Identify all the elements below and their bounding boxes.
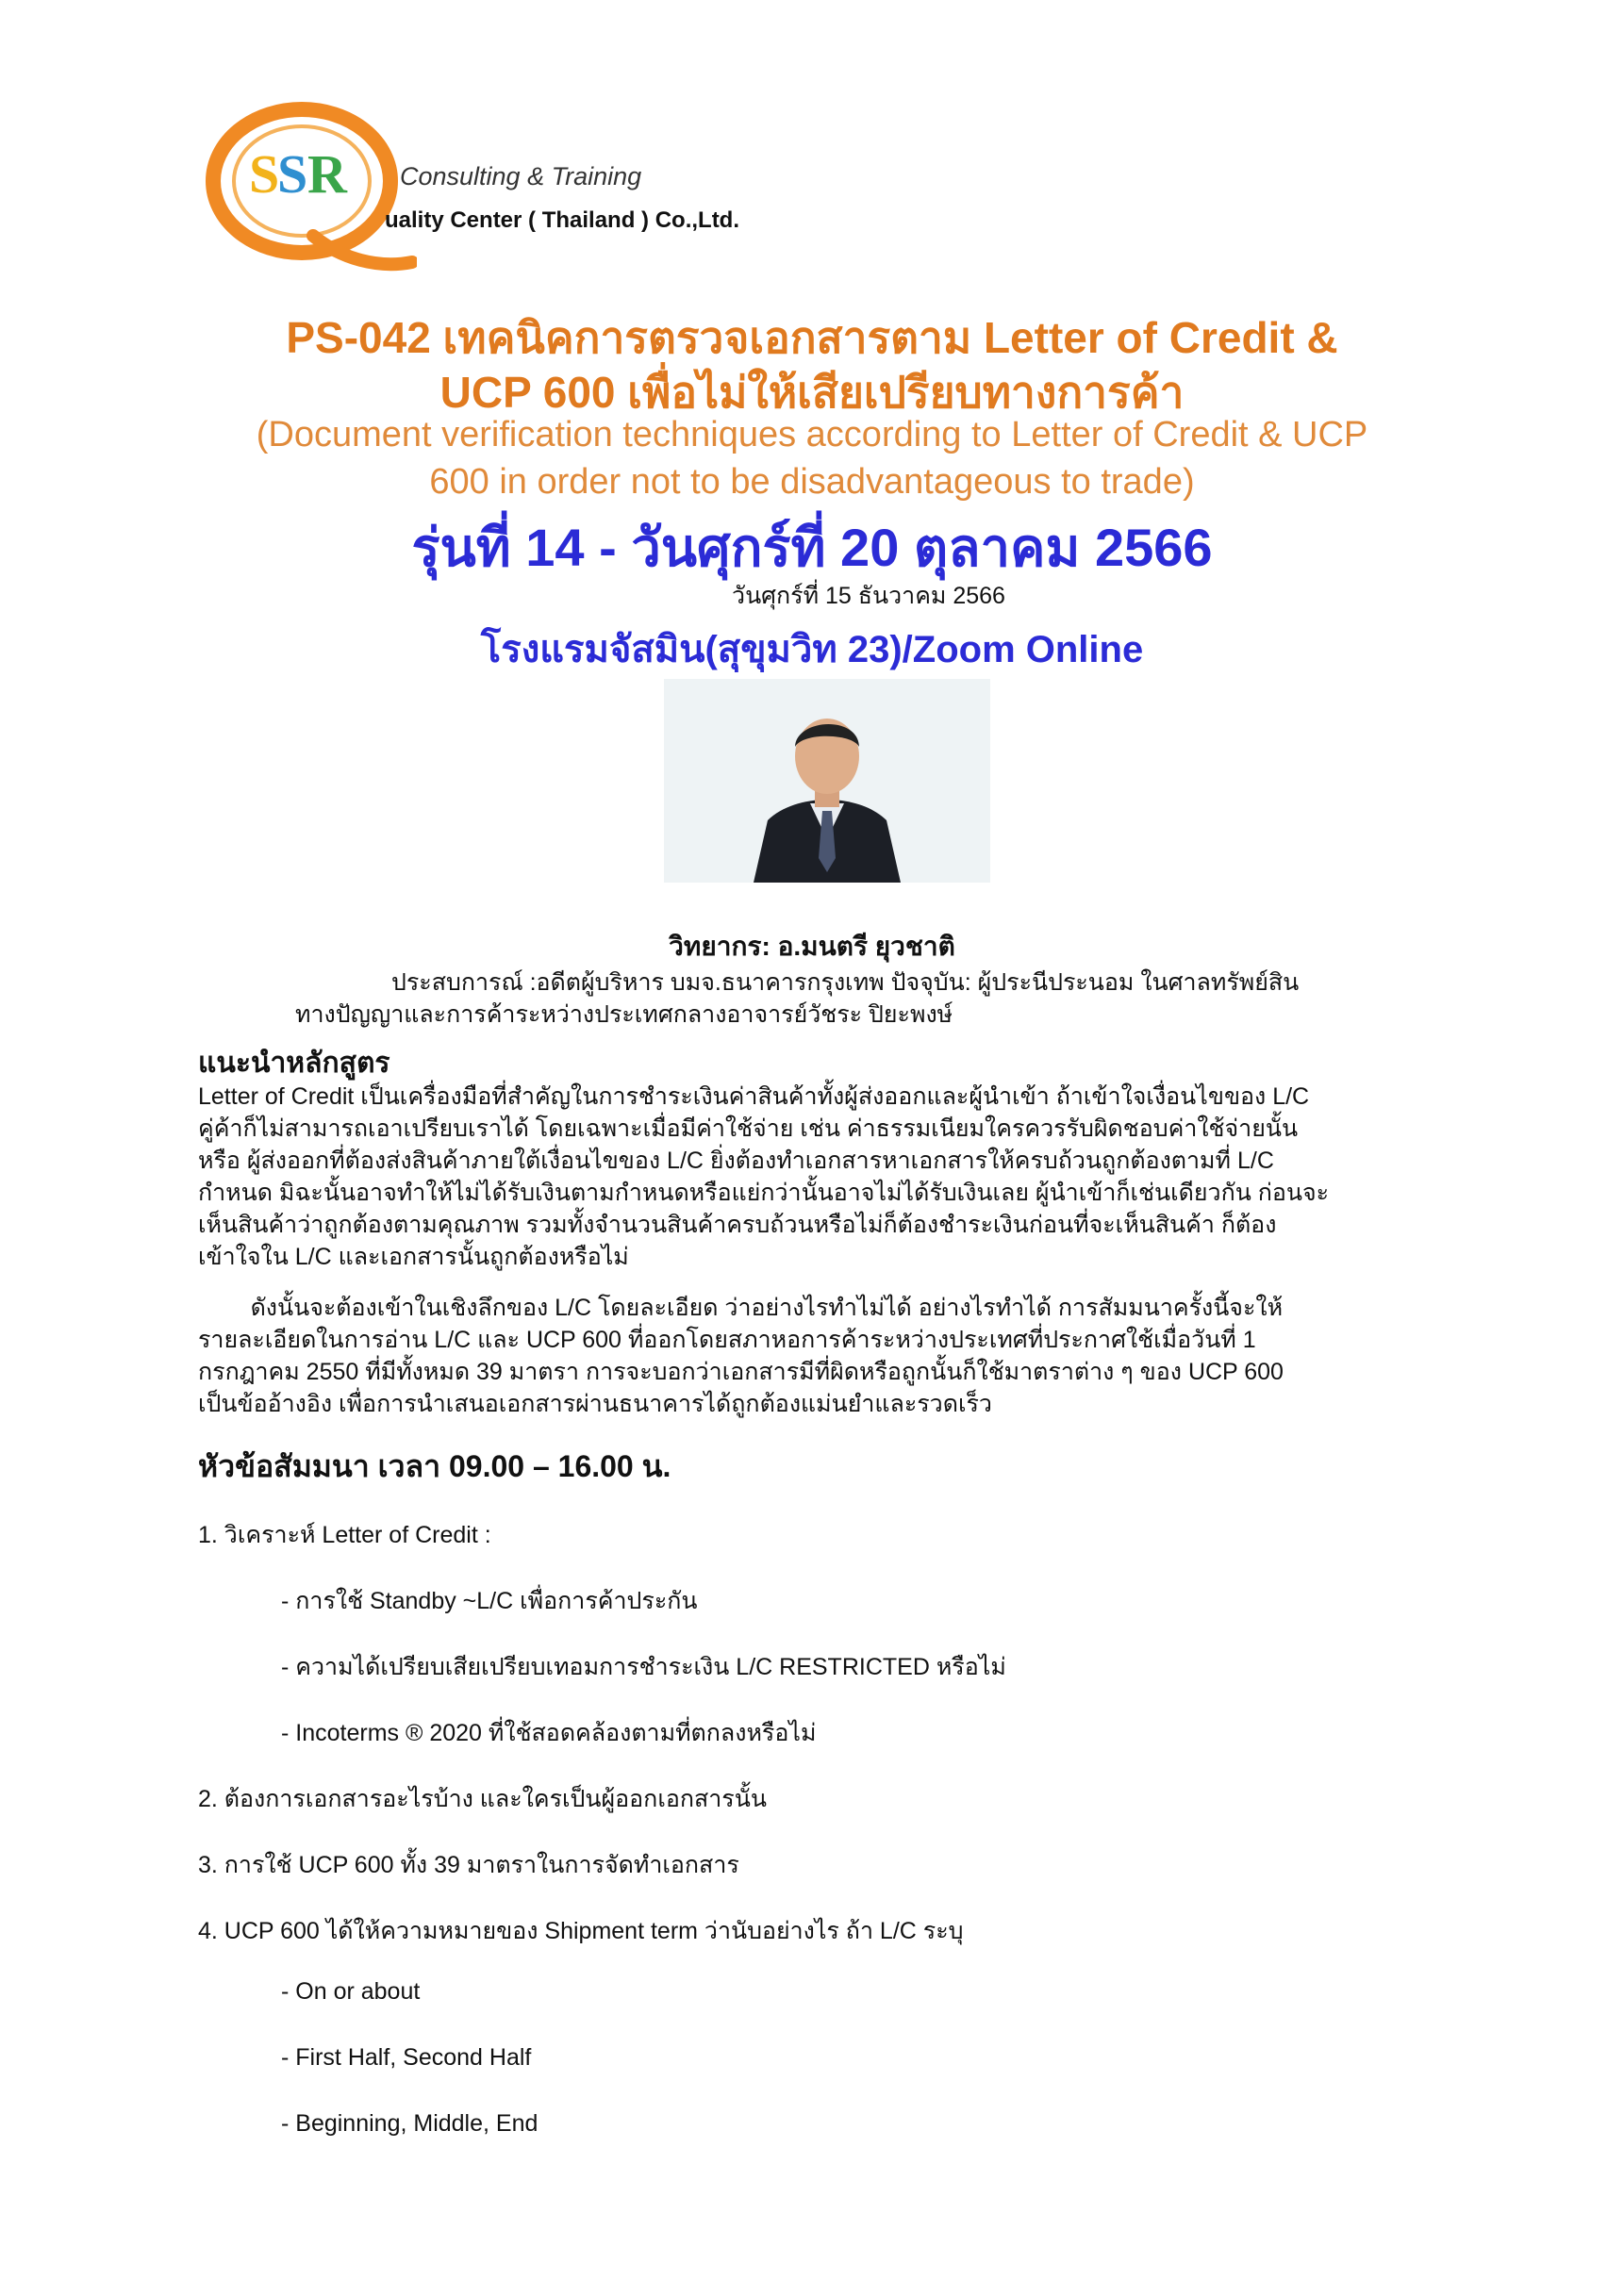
course-alt-date: วันศุกร์ที่ 15 ธันวาคม 2566 [732,583,1005,609]
agenda-item: 4. UCP 600 ได้ให้ความหมายของ Shipment term ว่านับอย่างไร ถ้า L/C ระบุ [198,1918,964,1944]
course-english-line1: (Document verification techniques according to Letter of Credit & UCP [256,415,1368,454]
intro-para1-line: Letter of Credit เป็นเครื่องมือที่สำคัญในการชำระเงินค่าสินค้าทั้งผู้ส่งออกและผู้นำเข้า ถ้าเข้าใจเงื่อนไขของ L/C [198,1083,1310,1110]
speaker-photo [664,679,990,883]
speaker-experience-line1: ประสบการณ์ :อดีตผู้บริหาร บมจ.ธนาคารกรุงเทพ ปัจจุบัน: ผู้ประนีประนอม ในศาลทรัพย์สิน [391,969,1300,996]
agenda-subitem: - ความได้เปรียบเสียเปรียบเทอมการชำระเงิน L/C RESTRICTED หรือไม่ [281,1654,1006,1680]
speaker-name: วิทยากร: อ.มนตรี ยุวชาติ [669,932,955,961]
intro-para1-line: เข้าใจใน L/C และเอกสารนั้นถูกต้องหรือไม่ [198,1244,629,1270]
intro-para2-line: ดังนั้นจะต้องเข้าในเชิงลึกของ L/C โดยละเอียด ว่าอย่างไรทำไม่ได้ อย่างไรทำได้ การสัมมนาครั้งนี้จะให้ [198,1295,1284,1321]
course-title-line2: UCP 600 เพื่อไม่ให้เสียเปรียบทางการค้า [439,368,1185,417]
intro-para1-line: กำหนด มิฉะนั้นอาจทำให้ไม่ได้รับเงินตามกำหนดหรือแย่กว่านั้นอาจไม่ได้รับเงินเลย ผู้นำเข้าก็เช่นเดียวกัน ก่อนจะ [198,1180,1330,1206]
course-session: รุ่นที่ 14 - วันศุกร์ที่ 20 ตุลาคม 2566 [411,518,1213,577]
svg-text:S: S [277,143,308,205]
course-english-line2: 600 in order not to be disadvantageous to trade) [429,462,1195,502]
agenda-subitem: - Beginning, Middle, End [281,2110,539,2137]
intro-para2-line: กรกฎาคม 2550 ที่มีทั้งหมด 39 มาตรา การจะบอกว่าเอกสารมีที่ผิดหรือถูกนั้นก็ใช้มาตราต่าง ๆ ของ UCP 600 [198,1359,1284,1385]
intro-heading: แนะนำหลักสูตร [198,1048,390,1079]
agenda-subitem: - First Half, Second Half [281,2044,532,2071]
intro-para2-line: เป็นข้ออ้างอิง เพื่อการนำเสนอเอกสารผ่านธนาคารได้ถูกต้องแม่นยำและรวดเร็ว [198,1391,992,1417]
agenda-item: 3. การใช้ UCP 600 ทั้ง 39 มาตราในการจัดทำเอกสาร [198,1852,739,1878]
agenda-item: 2. ต้องการเอกสารอะไรบ้าง และใครเป็นผู้ออกเอกสารนั้น [198,1786,767,1812]
speaker-portrait-icon [664,679,990,883]
ssr-q-logo-icon [200,94,417,278]
company-tagline: Consulting & Training [400,162,642,190]
speaker-experience-line2: ทางปัญญาและการค้าระหว่างประเทศกลางอาจารย์วัชระ ปิยะพงษ์ [295,1001,953,1028]
agenda-heading: หัวข้อสัมมนา เวลา 09.00 – 16.00 น. [198,1449,671,1483]
agenda-subitem: - Incoterms ® 2020 ที่ใช้สอดคล้องตามที่ตกลงหรือไม่ [281,1720,817,1746]
intro-para1-line: เห็นสินค้าว่าถูกต้องตามคุณภาพ รวมทั้งจำนวนสินค้าครบถ้วนหรือไม่ก็ต้องชำระเงินก่อนที่จะเห็นสินค้า ก็ต้อง [198,1212,1277,1238]
intro-para1-line: คู่ค้าก็ไม่สามารถเอาเปรียบเราได้ โดยเฉพาะเมื่อมีค่าใช้จ่าย เช่น ค่าธรรมเนียมใครควรรับผิดชอบค่าใช้จ่ายนั้น [198,1115,1299,1142]
agenda-item: 1. วิเคราะห์ Letter of Credit : [198,1522,491,1548]
company-logo [200,94,804,278]
course-title-line1: PS-042 เทคนิคการตรวจเอกสารตาม Letter of Credit & [286,313,1338,362]
svg-text:S: S [249,143,280,205]
company-name: uality Center ( Thailand ) Co.,Ltd. [385,207,740,233]
svg-text:R: R [307,143,347,205]
intro-para2-line: รายละเอียดในการอ่าน L/C และ UCP 600 ที่ออกโดยสภาหอการค้าระหว่างประเทศที่ประกาศใช้เมื่อวันที่ 1 [198,1327,1256,1353]
agenda-subitem: - On or about [281,1978,421,2005]
agenda-subitem: - การใช้ Standby ~L/C เพื่อการค้าประกัน [281,1588,698,1614]
course-venue: โรงแรมจัสมิน(สุขุมวิท 23)/Zoom Online [480,629,1144,670]
intro-para1-line: หรือ ผู้ส่งออกที่ต้องส่งสินค้าภายใต้เงื่อนไขของ L/C ยิ่งต้องทำเอกสารหาเอกสารให้ครบถ้วนถูกต้องตามที่ L/C [198,1148,1274,1174]
